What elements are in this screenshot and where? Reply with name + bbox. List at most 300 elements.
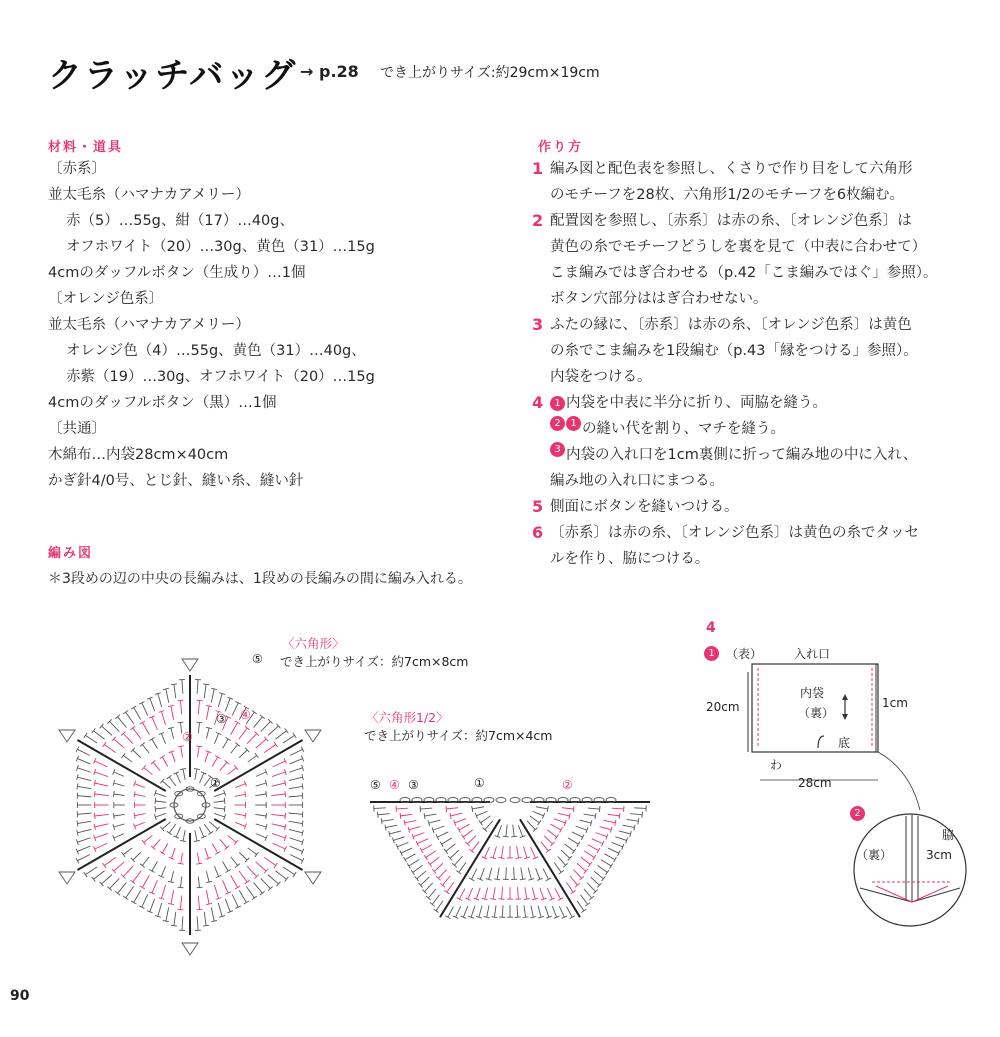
stitch-mark (77, 768, 90, 772)
materials-line: 赤（5）…55g、紺（17）…40g、 (66, 213, 294, 229)
stitch-mark (608, 848, 619, 853)
stitch-mark (424, 855, 427, 860)
stitch-mark (118, 717, 127, 728)
stitch-mark (123, 734, 133, 744)
stitch-mark (235, 794, 246, 796)
stitch-mark (176, 773, 180, 783)
stitch-mark (555, 888, 561, 899)
stitch-mark (231, 723, 238, 735)
half-hexagon-size: でき上がりサイズ：約7cm×4cm (364, 728, 553, 743)
stitch-mark (204, 684, 206, 698)
stitch-mark (203, 925, 209, 926)
stitch-mark (605, 870, 609, 875)
stitch-mark (576, 826, 587, 830)
stitch-mark (172, 752, 176, 762)
stitch-mark (197, 916, 198, 930)
stitch-mark (206, 728, 209, 739)
stitch-mark (289, 768, 302, 772)
stitch-mark (214, 734, 218, 744)
stitch-mark (118, 882, 127, 893)
stitch-mark (77, 821, 91, 823)
stitch-mark (552, 906, 557, 917)
stitch-mark (417, 839, 428, 844)
stitch-mark (114, 862, 125, 871)
stitch-mark (247, 866, 257, 876)
stitch-mark (122, 753, 126, 758)
stitch-mark (374, 808, 386, 809)
stitch-mark (239, 728, 247, 739)
stitch-mark (428, 889, 436, 898)
stitch-mark (177, 722, 183, 723)
stitch-mark (212, 757, 218, 767)
stitch-mark (420, 848, 423, 853)
materials-line: かぎ針4/0号、とじ針、縫い糸、縫い針 (48, 473, 304, 489)
stitch-mark (290, 749, 303, 755)
corner-chain (305, 730, 321, 742)
stitch-mark (142, 857, 149, 866)
stitch-mark (77, 777, 91, 780)
stitch-mark (131, 706, 136, 709)
stitch-mark (104, 857, 115, 865)
stitch-mark (171, 706, 174, 720)
round-4-marker: ④ (240, 708, 251, 722)
stitch-mark (228, 835, 237, 842)
pouch-width: 28cm (798, 776, 832, 790)
stitch-mark (463, 830, 473, 837)
stitch-mark (226, 870, 231, 873)
stitch-mark (485, 847, 490, 858)
step-1: 1 編み図と配色表を参照し、くさりで作り目をして六角形 (532, 159, 913, 178)
stitch-mark (255, 794, 266, 796)
stitch-mark (174, 684, 176, 698)
stitch-mark (407, 863, 410, 868)
stitch-mark (140, 721, 145, 724)
stitch-mark (144, 768, 153, 775)
round-3-marker: ③ (216, 712, 227, 726)
stitch-mark (142, 875, 149, 887)
step-3-line: の糸でこま編みを1段編む（p.43「縁をつける」参照）。 (550, 343, 918, 359)
stitch-mark (434, 863, 443, 871)
half-round-4-marker: ④ (389, 778, 400, 792)
stitch-mark (239, 852, 247, 860)
stitch-mark (454, 856, 462, 865)
stitch-mark (268, 875, 278, 884)
step-4-line: 2 1 の縫い代を割り、マチを縫う。 (532, 416, 938, 442)
stitch-mark (123, 896, 128, 899)
stitch-mark (94, 731, 105, 740)
stitch-mark (183, 830, 185, 841)
stitch-mark (463, 906, 468, 917)
stitch-mark (158, 903, 162, 916)
stitch-mark (493, 846, 496, 857)
stitch-mark (289, 813, 303, 814)
stitch-mark (558, 813, 570, 816)
stitch-mark (198, 723, 199, 734)
stitch-mark (232, 894, 238, 907)
stitch-mark (502, 905, 503, 917)
stitch-mark (206, 903, 212, 904)
stitch-mark (506, 867, 507, 879)
stitch-mark (524, 905, 526, 917)
stitch-mark (168, 903, 174, 904)
stitch-mark (396, 808, 408, 809)
stitch-mark (494, 879, 500, 880)
step-2: 2 配置図を参照し、〔赤系〕は赤の糸、〔オレンジ色系〕は (532, 211, 912, 230)
stitch-mark (455, 819, 466, 823)
instructions-heading: 作り方 (538, 140, 584, 155)
stitch-mark (517, 846, 519, 858)
stitch-mark (203, 684, 209, 685)
stitch-mark (485, 887, 488, 899)
stitch-mark (497, 867, 499, 879)
pouch-step-number: 4 (706, 620, 718, 636)
stitch-mark (580, 820, 592, 823)
stitch-mark (518, 825, 522, 836)
stitch-mark (252, 710, 257, 713)
stitch-mark (472, 869, 477, 880)
stitch-mark (559, 906, 564, 917)
stitch-mark (177, 909, 183, 910)
stitch-mark (245, 813, 246, 819)
stitch-mark (290, 855, 303, 861)
stitch-mark (244, 901, 249, 904)
stitch-mark (223, 880, 229, 893)
stitch-mark (382, 819, 394, 821)
stitch-mark (558, 856, 566, 865)
stitch-mark (615, 837, 626, 841)
stitch-mark (155, 801, 166, 802)
stitch-mark (536, 807, 548, 809)
stitch-mark (275, 731, 286, 740)
step-2-line: ボタン穴部分ははぎ合わせない。 (550, 291, 768, 307)
stitch-mark (158, 694, 162, 707)
stitch-mark (642, 812, 643, 818)
stitch-mark (181, 746, 183, 757)
half-hexagon-chart (365, 780, 665, 970)
stitch-mark (77, 759, 90, 764)
stitch-mark (248, 756, 257, 763)
stitch-mark (95, 772, 108, 777)
stitch-mark (235, 784, 245, 788)
stitch-mark (152, 717, 158, 730)
stitch-mark (516, 857, 522, 858)
stitch-mark (239, 871, 247, 882)
stitch-mark (205, 752, 209, 762)
stitch-mark (432, 895, 439, 905)
stitch-mark (194, 840, 200, 841)
stitch-mark (94, 813, 95, 819)
stitch-mark (246, 886, 254, 898)
stitch-mark (114, 794, 125, 796)
stitch-mark (494, 905, 496, 917)
stitch-mark (517, 905, 518, 917)
stitch-mark (520, 879, 526, 880)
stitch-mark (447, 882, 454, 892)
corner-chain (59, 872, 75, 884)
stitch-mark (181, 853, 183, 864)
stitch-mark (289, 829, 303, 832)
stitch-mark (485, 821, 493, 830)
stitch-mark (289, 777, 303, 780)
stitch-mark (95, 843, 108, 849)
stitch-mark (562, 808, 574, 809)
stitch-mark (161, 866, 165, 876)
stitch-mark (235, 814, 246, 816)
pouch-diagram (700, 640, 990, 910)
center-ring (174, 789, 206, 821)
stitch-mark (204, 824, 211, 833)
stitch-mark (540, 888, 544, 899)
stitch-mark (255, 814, 266, 816)
stitch-mark (95, 794, 109, 796)
stitch-mark (499, 857, 505, 858)
stitch-mark (404, 820, 405, 826)
stitch-mark (77, 855, 90, 861)
stitch-mark (178, 863, 184, 864)
stitch-mark (171, 728, 174, 739)
stitch-mark (223, 739, 229, 749)
stitch-mark (405, 820, 417, 822)
stitch-mark (506, 825, 507, 837)
stitch-mark (547, 830, 557, 837)
stitch-mark (538, 820, 541, 825)
stitch-mark (197, 887, 203, 888)
step-3: 3 ふたの縁に、〔赤系〕は赤の糸、〔オレンジ色系〕は黄色 (532, 315, 912, 334)
stitch-mark (413, 865, 423, 872)
stitch-mark (166, 907, 169, 921)
stitch-mark (135, 814, 146, 816)
stitch-mark (77, 813, 91, 814)
stitch-mark (231, 857, 238, 866)
hexagon-size: でき上がりサイズ：約7cm×8cm (280, 654, 469, 669)
stitch-mark (92, 877, 96, 882)
stitch-mark (220, 839, 227, 847)
stitch-mark (248, 848, 257, 855)
stitch-mark (235, 886, 240, 889)
stitch-mark (430, 857, 439, 864)
stitch-mark (444, 890, 449, 893)
stitch-mark (285, 791, 286, 797)
stitch-mark (592, 839, 603, 844)
stitch-mark (114, 824, 125, 827)
stitch-mark (588, 808, 600, 809)
stitch-mark (256, 739, 267, 748)
materials-line: 4cmのダッフルボタン（生成り）…1個 (48, 265, 306, 281)
stitch-mark (133, 871, 141, 882)
stitch-mark (532, 887, 535, 899)
stitch-mark (214, 793, 224, 797)
stitch-mark (544, 836, 553, 844)
stitch-mark (77, 846, 90, 851)
stitch-mark (135, 822, 145, 826)
stitch-mark (584, 814, 596, 816)
stitch-mark (476, 888, 480, 899)
stitch-mark (489, 868, 492, 880)
stitch-mark (231, 875, 238, 887)
stitch-mark (409, 860, 419, 866)
stitch-mark (577, 842, 580, 847)
stitch-mark (420, 808, 432, 809)
stitch-mark (413, 833, 424, 837)
stitch-mark (135, 784, 145, 788)
stitch-mark (223, 861, 229, 871)
stitch-mark (572, 849, 576, 854)
stitch-mark (614, 857, 617, 862)
stitch-mark (218, 903, 222, 916)
stitch-mark (271, 794, 285, 796)
stitch-mark (577, 863, 586, 871)
stitch-mark (587, 883, 595, 892)
stitch-mark (198, 877, 199, 888)
stitch-mark (273, 843, 286, 849)
stitch-mark (77, 786, 91, 788)
stitch-mark (493, 887, 495, 899)
stitch-mark (209, 822, 217, 829)
stitch-mark (517, 887, 518, 899)
step-6-line: ルを作り、脇につける。 (550, 551, 710, 567)
stitch-mark (180, 840, 186, 841)
materials-list (48, 156, 375, 494)
stitch-mark (182, 680, 183, 694)
stitch-mark (448, 907, 454, 918)
stitch-mark (197, 680, 198, 694)
stitch-mark (268, 726, 278, 735)
stitch-mark (171, 871, 174, 882)
stitch-mark (521, 867, 523, 879)
corner-line (214, 740, 302, 791)
materials-line: オフホワイト（20）…30g、黄色（31）…15g (66, 239, 375, 255)
stitch-mark (429, 820, 441, 823)
stitch-mark (95, 761, 108, 767)
stitch-mark (472, 807, 484, 809)
stitch-mark (446, 844, 456, 851)
stitch-mark (272, 783, 286, 786)
stitch-mark (122, 852, 126, 857)
stitch-mark (228, 768, 237, 775)
stitch-mark (446, 808, 458, 809)
stitch-mark (461, 835, 465, 840)
stitch-mark (502, 846, 504, 858)
stitch-mark (113, 791, 114, 797)
stitch-mark (545, 906, 549, 917)
pouch-ura-2: （裏） (856, 848, 893, 862)
stitch-mark (438, 870, 446, 879)
stitch-mark (527, 821, 535, 830)
stitch-mark (196, 863, 202, 864)
stitch-mark (531, 847, 536, 858)
stitch-mark (77, 749, 90, 755)
stitch-mark (235, 743, 240, 747)
stitch-mark (235, 822, 245, 826)
stitch-mark (208, 831, 213, 835)
stitch-mark (458, 827, 461, 832)
stitch-mark (171, 684, 177, 685)
stitch-mark (584, 851, 594, 858)
stitch-mark (528, 868, 531, 880)
stitch-mark (264, 857, 275, 865)
stitch-mark (472, 841, 479, 850)
stitch-mark (615, 820, 616, 826)
stitch-mark (499, 899, 505, 900)
materials-heading: 材料・道具 (48, 140, 124, 155)
stitch-mark (150, 698, 155, 711)
stitch-mark (612, 842, 623, 846)
corner-chain (182, 943, 198, 955)
stitch-mark (285, 877, 289, 882)
stitch-mark (502, 887, 503, 899)
stitch-mark (285, 728, 289, 733)
stitch-mark (239, 890, 246, 902)
stitch-mark (110, 878, 120, 888)
stitch-mark (135, 794, 146, 796)
stitch-mark (536, 868, 540, 879)
stitch-mark (103, 742, 106, 747)
stitch-mark (114, 772, 124, 776)
stitch-mark (451, 813, 463, 816)
stitch-mark (77, 821, 78, 827)
stitch-mark (198, 701, 199, 715)
pouch-omote: （表） (726, 647, 763, 661)
stitch-mark (195, 830, 197, 841)
stitch-mark (261, 878, 271, 888)
round-2-marker: ② (182, 730, 193, 744)
stitch-mark (397, 842, 408, 846)
stitch-mark (94, 871, 105, 880)
stitch-mark (571, 890, 576, 893)
stitch-mark (253, 882, 262, 893)
stitch-mark (479, 906, 482, 918)
stitch-mark (142, 745, 149, 754)
stitch-mark (197, 909, 203, 910)
stitch-mark (411, 870, 415, 875)
stitch-mark (450, 850, 459, 858)
stitch-mark (289, 838, 302, 842)
stitch-mark (425, 814, 437, 816)
stitch-mark (133, 728, 141, 739)
stitch-mark (594, 871, 603, 879)
stitch-mark (585, 903, 590, 907)
stitch-mark (180, 877, 181, 888)
stitch-mark (194, 768, 200, 769)
stitch-mark (608, 814, 620, 816)
stitch-mark (95, 814, 109, 816)
stitch-mark (469, 849, 474, 853)
stitch-mark (570, 916, 575, 919)
stitch-mark (626, 819, 638, 821)
stitch-mark (405, 854, 416, 860)
stitch-mark (214, 808, 225, 809)
stitch-mark (172, 848, 176, 858)
stitch-mark (570, 876, 578, 885)
stitch-mark (247, 734, 257, 744)
stitch-mark (573, 870, 581, 879)
stitch-mark (245, 791, 246, 797)
stitch-mark (459, 863, 466, 873)
stitch-mark (445, 916, 450, 919)
stitch-mark (601, 860, 611, 866)
instructions-list (532, 156, 938, 572)
stitch-mark (114, 834, 124, 838)
stitch-mark (378, 814, 390, 815)
stitch-mark (480, 868, 484, 879)
pouch-marker-2: 2 (850, 806, 865, 821)
stitch-mark (163, 920, 169, 921)
stitch-mark (289, 796, 303, 797)
chain-stitch (496, 798, 506, 803)
stitch-mark (197, 700, 203, 701)
stitch-mark (211, 920, 217, 921)
materials-line: 木綿布…内袋28cm×40cm (48, 447, 229, 463)
